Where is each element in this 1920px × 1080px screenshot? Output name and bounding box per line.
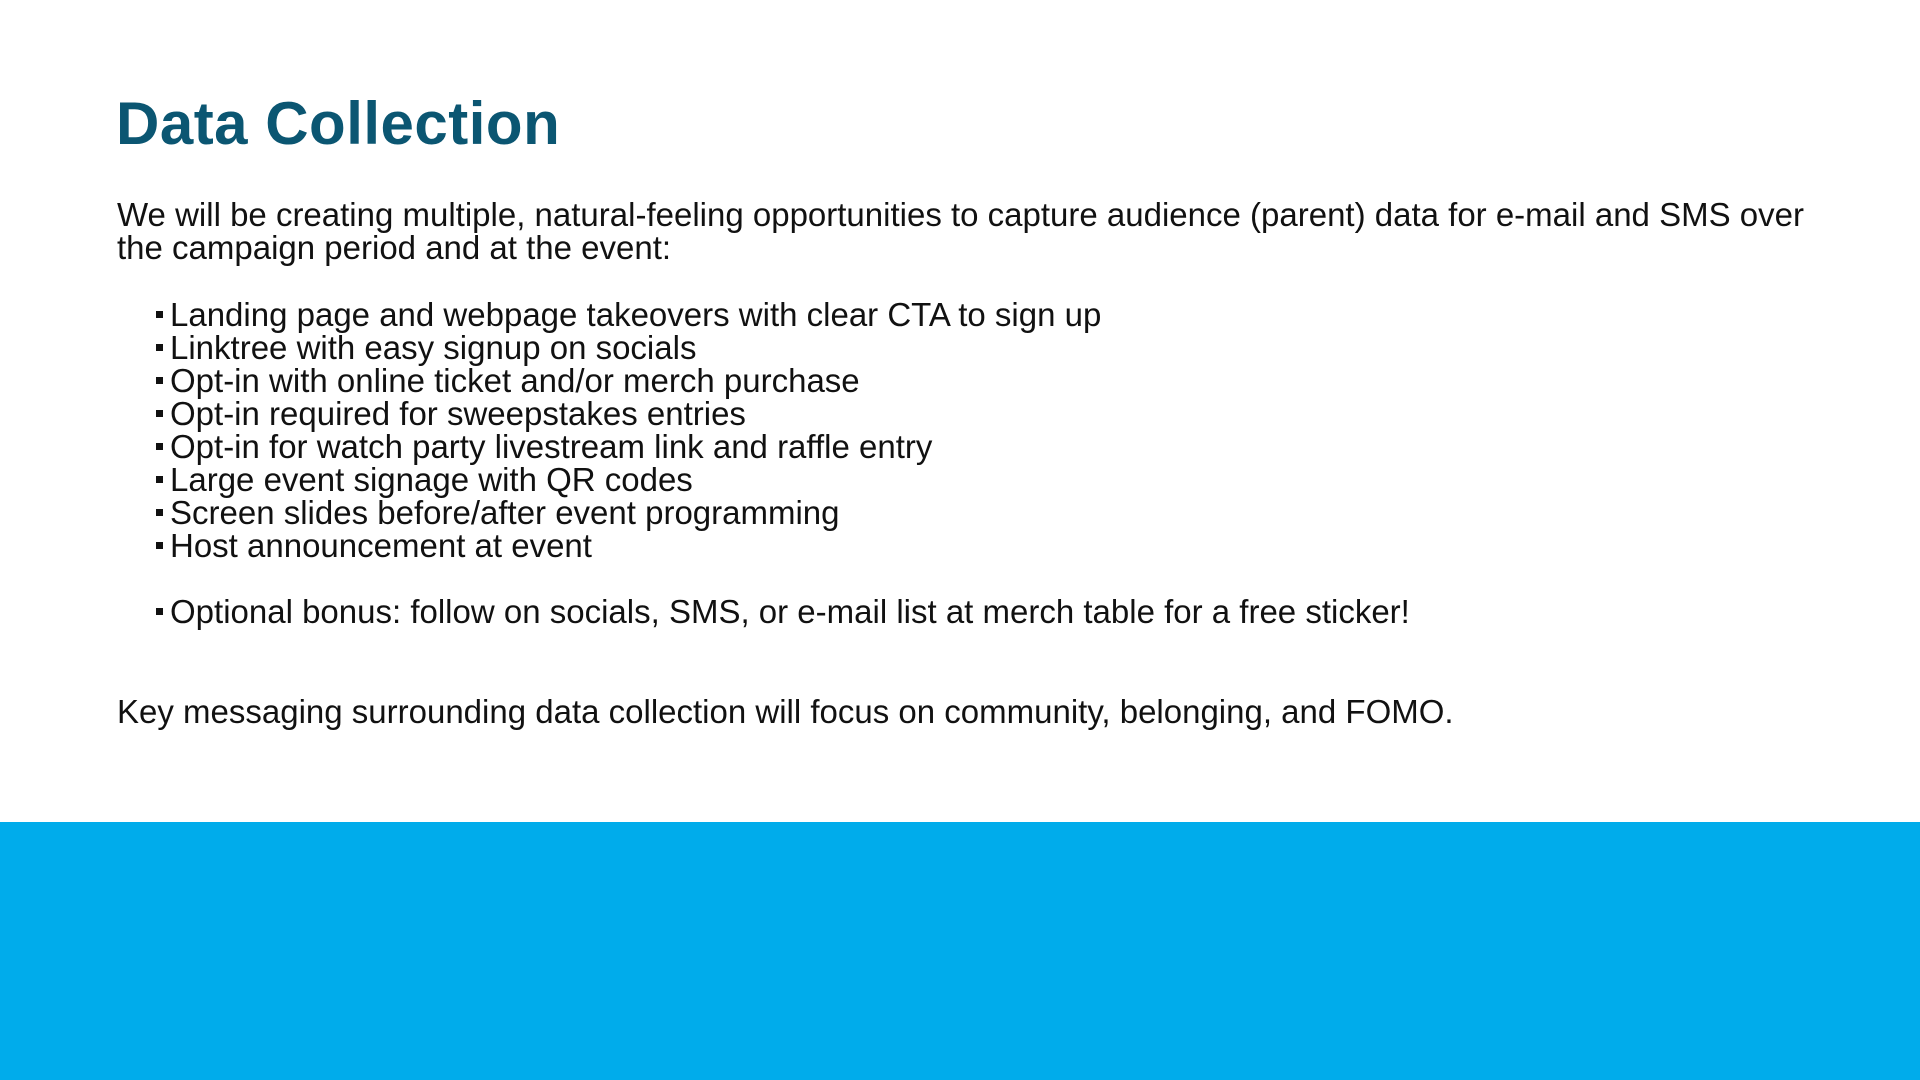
bullet-list — [152, 298, 1410, 628]
intro-paragraph: We will be creating multiple, natural-feeling opportunities to capture audience (parent) data for e-mail and SMS over the campaign period and at the event: — [117, 196, 1804, 266]
slide-title: Data Collection — [116, 90, 561, 157]
bullet-item: Opt-in required for sweepstakes entries — [152, 397, 1410, 430]
closing-paragraph: Key messaging surrounding data collection will focus on community, belonging, and FOMO. — [117, 693, 1454, 730]
bullet-item: Opt-in with online ticket and/or merch purchase — [152, 364, 1410, 397]
bullet-item: Opt-in for watch party livestream link and raffle entry — [152, 430, 1410, 463]
bullet-item: Large event signage with QR codes — [152, 463, 1410, 496]
bullet-item: Host announcement at event — [152, 529, 1410, 562]
bullet-item-bonus: Optional bonus: follow on socials, SMS, or e-mail list at merch table for a free sticker! — [152, 595, 1410, 628]
bullet-item: Landing page and webpage takeovers with clear CTA to sign up — [152, 298, 1410, 331]
bullet-item: Screen slides before/after event programming — [152, 496, 1410, 529]
bullet-item: Linktree with easy signup on socials — [152, 331, 1410, 364]
footer-band — [0, 822, 1920, 1080]
